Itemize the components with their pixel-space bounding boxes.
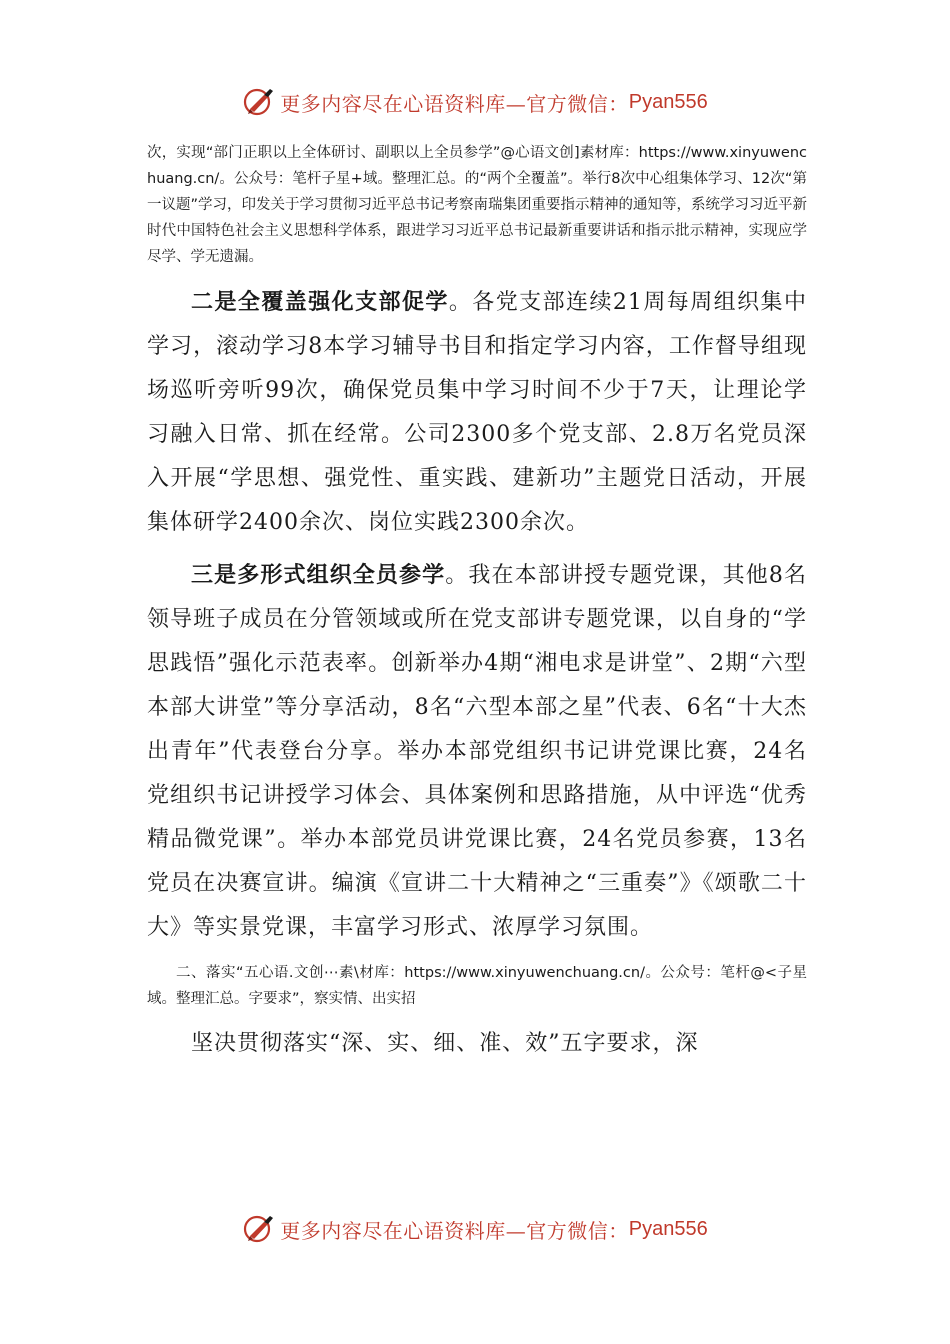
pen-logo-icon bbox=[242, 85, 276, 119]
paragraph-lead: 二是全覆盖强化支部促学 bbox=[191, 289, 449, 315]
watermark-wechat-id: Pyan556 bbox=[628, 90, 708, 113]
paragraph-lead: 三是多形式组织全员参学 bbox=[191, 562, 446, 588]
section-heading: 二、落实“五心语.文创⋯素\材库：https://www.xinyuwenchuang.cn/。公众号：笔杆@<子星域。整理汇总。字要求”，察实情、出实招 bbox=[147, 965, 807, 1007]
paragraph-text: 。我在本部讲授专题党课，其他8名领导班子成员在分管领域或所在党支部讲专题党课，以自身的“学思践悟”强化示范表率。创新举办4期“湘电求是讲堂”、2期“六型本部大讲堂”等分享活动，8名“六型本部之星”代表、6名“十大杰出青年”代表登台分享。举办本部党组织书记讲党课比赛，24名党组织书记讲授学习体会、具体案例和思路措施，从中评选“优秀精品微党课”。举办本部党员讲党课比赛，24名党员参赛，13名党员在决赛宣讲。编演《宣讲二十大精神之“三重奏”》《颂歌二十大》等实景党课，丰富学习形式、浓厚学习氛围。 bbox=[147, 563, 807, 940]
watermark-banner-bottom bbox=[0, 1209, 950, 1249]
pen-logo-icon bbox=[242, 1212, 276, 1246]
paragraph-five-requirements: 坚决贯彻落实“深、实、细、准、效”五字要求，深 bbox=[191, 1031, 699, 1056]
watermark-text: 更多内容尽在心语资料库—官方微信： bbox=[280, 91, 629, 116]
paragraph-text: 。各党支部连续21周每周组织集中学习，滚动学习8本学习辅导书目和指定学习内容，工作督导组现场巡听旁听99次，确保党员集中学习时间不少于7天，让理论学习融入日常、抓在经常。公司2300多个党支部、2.8万名党员深入开展“学思想、强党性、重实践、建新功”主题党日活动，开展集体研学2400余次、岗位实践2300余次。 bbox=[147, 290, 807, 535]
paragraph-branch-study bbox=[147, 280, 807, 545]
paragraph-intro: 次，实现“部门正职以上全体研讨、副职以上全员参学”@心语文创]素材库：https://www.xinyuwenchuang.cn/。公众号：笔杆子星+域。整理汇总。的“两个全覆盖”。举行8次中心组集体学习、12次“第一议题”学习，印发关于学习贯彻习近平总书记考察南瑞集团重要指示精神的通知等，系统学习习近平新时代中国特色社会主义思想科学体系，跟进学习习近平总书记最新重要讲话和指示批示精神，实现应学尽学、学无遗漏。 bbox=[147, 145, 808, 265]
watermark-wechat-id: Pyan556 bbox=[628, 1217, 708, 1240]
paragraph-all-staff-study bbox=[147, 553, 807, 950]
watermark-text: 更多内容尽在心语资料库—官方微信： bbox=[280, 1218, 629, 1243]
document-body bbox=[147, 140, 807, 1066]
watermark-banner-top bbox=[0, 82, 950, 122]
